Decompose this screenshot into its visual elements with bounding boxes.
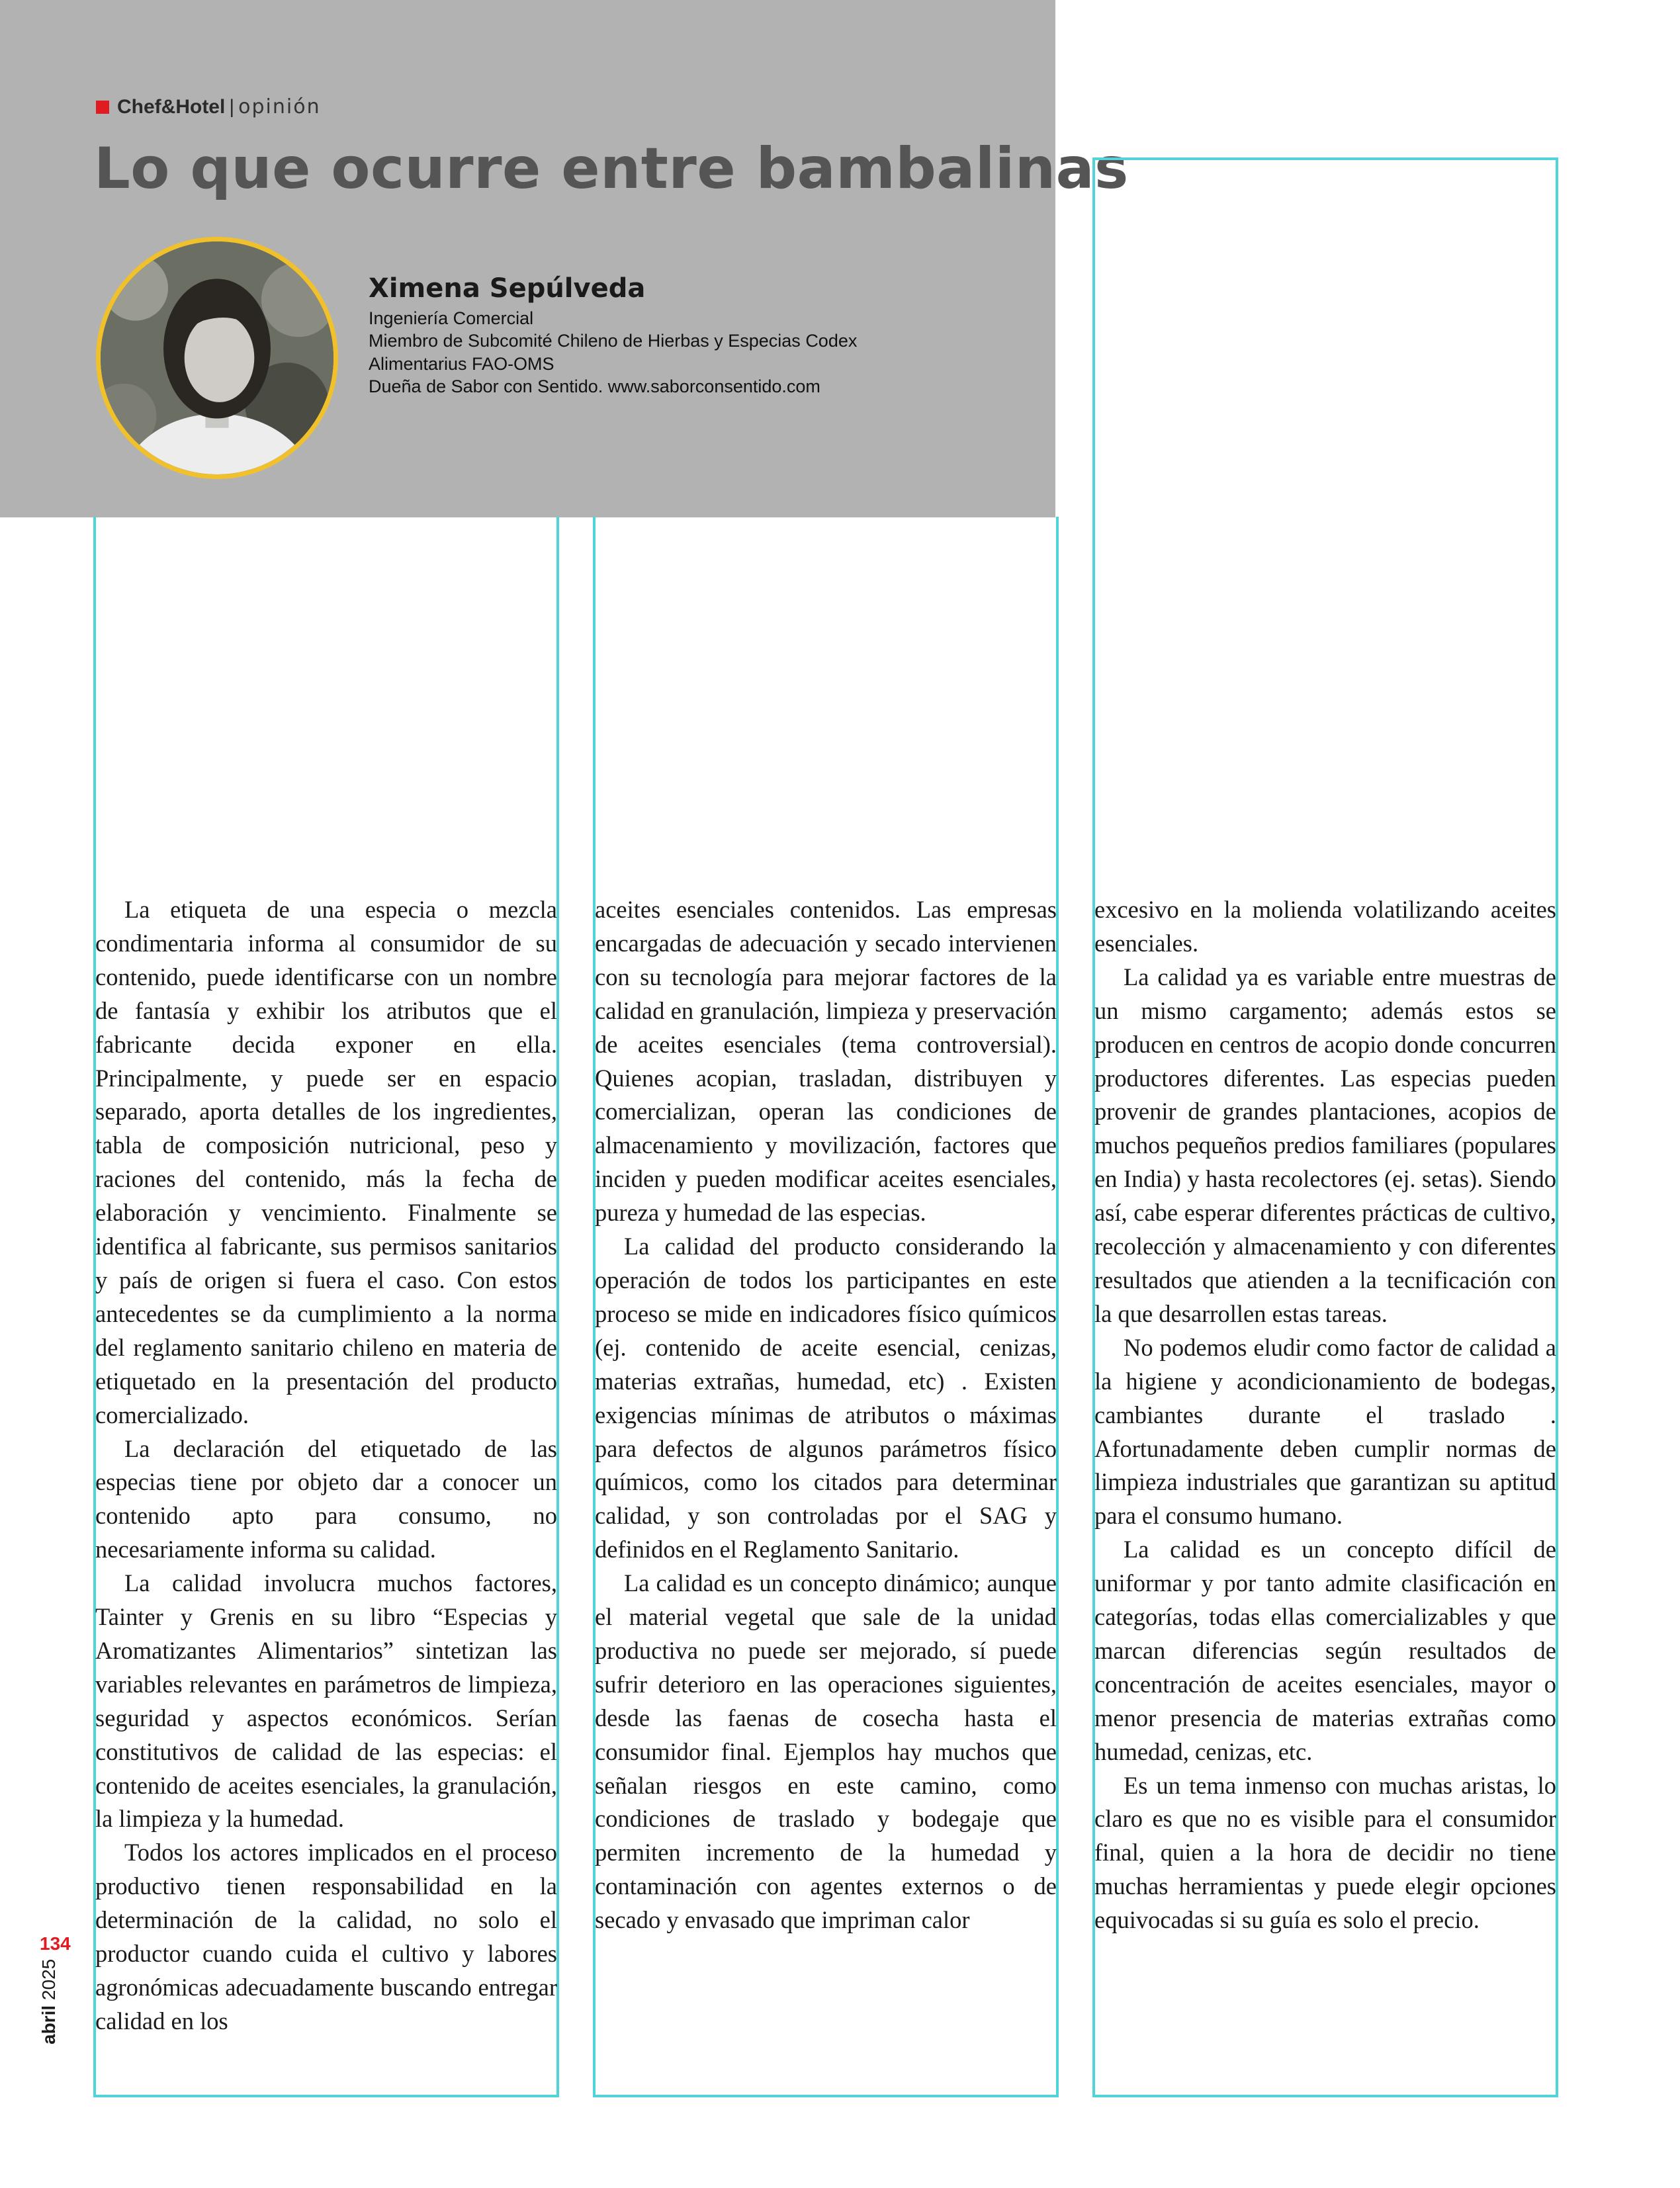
issue-month: abril xyxy=(38,2005,59,2044)
body-paragraph: La calidad del producto considerando la operación de todos los participantes en este proceso se mide en indicadores físico químicos (ej. contenido de aceite esencial, cenizas, materias extrañas, humedad, etc) . Existen exigencias mínimas de atributos o máximas para defectos de algunos parámetros físico químicos, como los citados para determinar calidad, y son controladas por el SAG y definidos en el Reglamento Sanitario. xyxy=(595,1233,1057,1563)
author-credential: Alimentarius FAO-OMS xyxy=(369,354,554,374)
author-credential: Dueña de Sabor con Sentido. www.saborconsentido.com xyxy=(369,376,820,396)
body-paragraph: Es un tema inmenso con muchas aristas, lo claro es que no es visible para el consumidor final, quien a la hora de decidir no tiene muchas herramientas y puede elegir opciones equivocadas si su guía es solo el precio. xyxy=(1094,1771,1556,1934)
section-name: opinión xyxy=(238,95,321,118)
author-credential: Miembro de Subcomité Chileno de Hierbas y Especias Codex xyxy=(369,331,858,351)
body-paragraph: excesivo en la molienda volatilizando aceites esenciales. xyxy=(1094,896,1556,957)
body-paragraph: La calidad involucra muchos factores, Tainter y Grenis en su libro “Especias y Aromatizantes Alimentarios” sintetizan las variables relevantes en parámetros de limpieza, seguridad y aspectos económicos. Serían constitutivos de calidad de las especias: el contenido de aceites esenciales, la granulación, la limpieza y la humedad. xyxy=(95,1569,557,1833)
page-number: 134 xyxy=(40,1933,71,1954)
body-paragraph: La etiqueta de una especia o mezcla condimentaria informa al consumidor de su contenido, puede identificarse con un nombre de fantasía y exhibir los atributos que el fabricante decida exponer en ella. Principalmente, y puede ser en espacio separado, aporta detalles de los ingredientes, tabla de composición nutricional, peso y raciones del contenido, más la fecha de elaboración y vencimiento. Finalmente se identifica al fabricante, sus permisos sanitarios y país de origen si fuera el caso. Con estos antecedentes se da cumplimiento a la norma del reglamento sanitario chileno en materia de etiquetado en la presentación del producto comercializado. xyxy=(95,896,557,1428)
issue-date xyxy=(38,1959,60,2044)
section-separator: | xyxy=(229,95,235,118)
body-paragraph: Todos los actores implicados en el proceso productivo tienen responsabilidad en la determinación de la calidad, no solo el productor cuando cuida el cultivo y labores agronómicas adecuadamente buscando entregar calidad en los xyxy=(95,1839,557,2035)
author-credential: Ingeniería Comercial xyxy=(369,308,534,328)
text-column-2 xyxy=(595,893,1057,1937)
body-paragraph: La calidad es un concepto dinámico; aunque el material vegetal que sale de la unidad productiva no puede ser mejorado, sí puede sufrir deterioro en las operaciones siguientes, desde las faenas de cosecha hasta el consumidor final. Ejemplos hay muchos que señalan riesgos en este camino, como condiciones de traslado y bodegaje que permiten incremento de la humedad y contaminación con agentes externos o de secado y envasado que impriman calor xyxy=(595,1569,1057,1934)
section-tag xyxy=(96,95,321,118)
body-paragraph: aceites esenciales contenidos. Las empresas encargadas de adecuación y secado intervienen con su tecnología para mejorar factores de la calidad en granulación, limpieza y preservación de aceites esenciales (tema controversial). Quienes acopian, trasladan, distribuyen y comercializan, operan las condiciones de almacenamiento y movilización, factores que inciden y pueden modificar aceites esenciales, pureza y humedad de las especias. xyxy=(595,896,1057,1227)
author-photo xyxy=(96,237,338,479)
body-paragraph: La calidad ya es variable entre muestras de un mismo cargamento; además estos se producen en centros de acopio donde concurren productores diferentes. Las especias pueden provenir de grandes plantaciones, acopios de muchos pequeños predios familiares (populares en India) y hasta recolectores (ej. setas). Siendo así, cabe esperar diferentes prácticas de cultivo, recolección y almacenamiento y con diferentes resultados que atienden a la tecnificación con la que desarrollen estas tareas. xyxy=(1094,963,1556,1327)
text-column-3 xyxy=(1094,893,1556,1937)
author-name: Ximena Sepúlveda xyxy=(369,273,646,304)
body-paragraph: La declaración del etiquetado de las especias tiene por objeto dar a conocer un contenido apto para consumo, no necesariamente informa su calidad. xyxy=(95,1434,557,1563)
text-column-1 xyxy=(95,893,557,2038)
issue-year: 2025 xyxy=(38,1958,59,2001)
section-marker-icon xyxy=(96,101,109,114)
magazine-brand: Chef&Hotel xyxy=(117,95,226,118)
body-paragraph: No podemos eludir como factor de calidad a la higiene y acondicionamiento de bodegas, cambiantes durante el traslado . Afortunadamente deben cumplir normas de limpieza industriales que garantizan su aptitud para el consumo humano. xyxy=(1094,1333,1556,1530)
article-title: Lo que ocurre entre bambalinas xyxy=(94,136,1129,202)
body-paragraph: La calidad es un concepto difícil de uniformar y por tanto admite clasificación en categorías, todas ellas comercializables y que marcan diferencias según resultados de concentración de aceites esenciales, mayor o menor presencia de materias extrañas como humedad, cenizas, etc. xyxy=(1094,1536,1556,1765)
